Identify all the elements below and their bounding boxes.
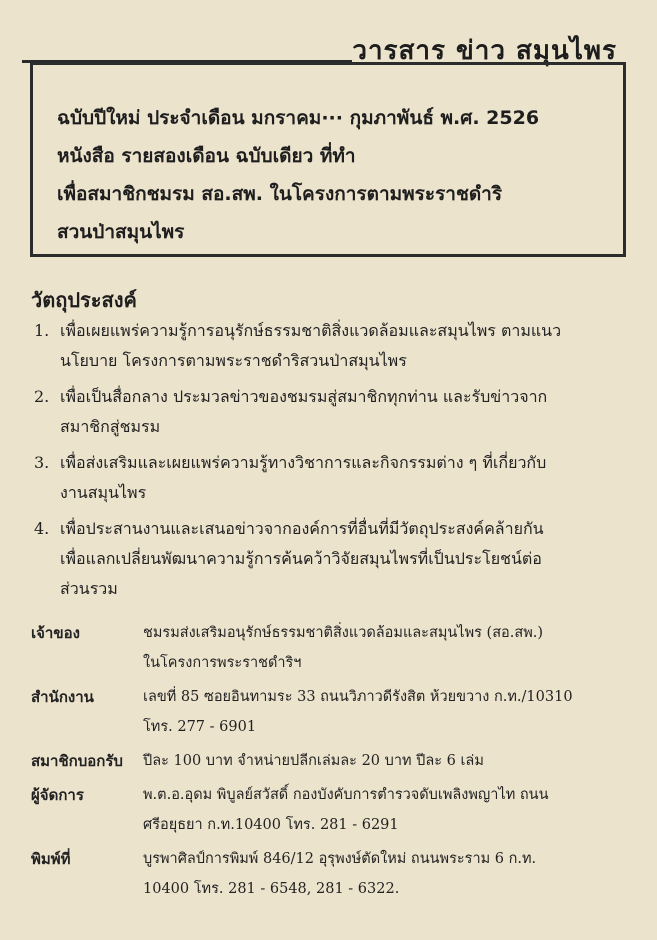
objective-text: ส่วนรวม [60, 579, 118, 598]
objective-text: สมาชิกสู่ชมรม [60, 417, 161, 436]
info-value: ศรีอยุธยา ก.ท.10400 โทร. 281 - 6291 [143, 817, 399, 833]
objective-text: นโยบาย โครงการตามพระราชดำริสวนป่าสมุนไพร [60, 351, 407, 370]
masthead-title: วารสาร ข่าว สมุนไพร [352, 36, 617, 66]
info-label: เจ้าของ [31, 624, 80, 642]
info-value: ในโครงการพระราชดำริฯ [143, 655, 302, 671]
objective-number: 4. [34, 519, 50, 538]
info-label: สำนักงาน [31, 688, 94, 706]
objective-number: 1. [34, 321, 50, 340]
issue-line: สวนป่าสมุนไพร [57, 221, 185, 243]
objective-text: เพื่อส่งเสริมและเผยแพร่ความรู้ทางวิชาการและกิจกรรมต่าง ๆ ที่เกี่ยวกับ [60, 453, 547, 472]
issue-info-box [30, 62, 626, 257]
objectives-list [34, 316, 634, 610]
info-value: โทร. 277 - 6901 [143, 719, 257, 735]
info-value: ปีละ 100 บาท จำหน่ายปลีกเล่มละ 20 บาท ปีละ 6 เล่ม [143, 753, 484, 769]
info-value: เลขที่ 85 ซอยอินทามระ 33 ถนนวิภาวดีรังสิต ห้วยขวาง ก.ท./10310 [143, 689, 573, 705]
objective-item [34, 448, 634, 508]
publication-info [31, 618, 631, 908]
objective-item [34, 316, 634, 376]
info-label: พิมพ์ที่ [31, 850, 71, 868]
objective-text: งานสมุนไพร [60, 483, 147, 502]
issue-line: ฉบับปีใหม่ ประจำเดือน มกราคม··· กุมภาพันธ์ พ.ศ. 2526 [57, 107, 540, 129]
info-row-printer [31, 844, 631, 904]
objective-text: เพื่อเผยแพร่ความรู้การอนุรักษ์ธรรมชาติสิ่งแวดล้อมและสมุนไพร ตามแนว [60, 321, 562, 340]
info-row-owner [31, 618, 631, 678]
info-value: 10400 โทร. 281 - 6548, 281 - 6322. [143, 881, 400, 897]
info-label: ผู้จัดการ [31, 786, 84, 804]
info-value: บูรพาศิลป์การพิมพ์ 846/12 อุรุพงษ์ตัดใหม่ ถนนพระราม 6 ก.ท. [143, 851, 537, 867]
objective-text: เพื่อเป็นสื่อกลาง ประมวลข่าวของชมรมสู่สมาชิกทุกท่าน และรับข่าวจาก [60, 387, 548, 406]
issue-line: เพื่อสมาชิกชมรม สอ.สพ. ในโครงการตามพระราชดำริ [57, 183, 503, 205]
objectives-heading: วัตถุประสงค์ [31, 288, 137, 312]
info-row-office [31, 682, 631, 742]
objective-number: 3. [34, 453, 50, 472]
objective-text: เพื่อประสานงานและเสนอข่าวจากองค์การที่อื่นที่มีวัตถุประสงค์คล้ายกัน [60, 519, 544, 538]
objective-text: เพื่อแลกเปลี่ยนพัฒนาความรู้การค้นคว้าวิจัยสมุนไพรที่เป็นประโยชน์ต่อ [60, 549, 542, 568]
info-row-subscription [31, 746, 631, 776]
objective-item [34, 382, 634, 442]
info-label: สมาชิกบอกรับ [31, 752, 123, 770]
info-value: พ.ต.อ.อุดม พิบูลย์สวัสดิ์ กองบังคับการตำรวจดับเพลิงพญาไท ถนน [143, 787, 549, 803]
issue-line: หนังสือ รายสองเดือน ฉบับเดียว ที่ทำ [57, 145, 356, 167]
info-row-manager [31, 780, 631, 840]
objective-item [34, 514, 634, 604]
info-value: ชมรมส่งเสริมอนุรักษ์ธรรมชาติสิ่งแวดล้อมและสมุนไพร (สอ.สพ.) [143, 625, 544, 641]
objective-number: 2. [34, 387, 50, 406]
